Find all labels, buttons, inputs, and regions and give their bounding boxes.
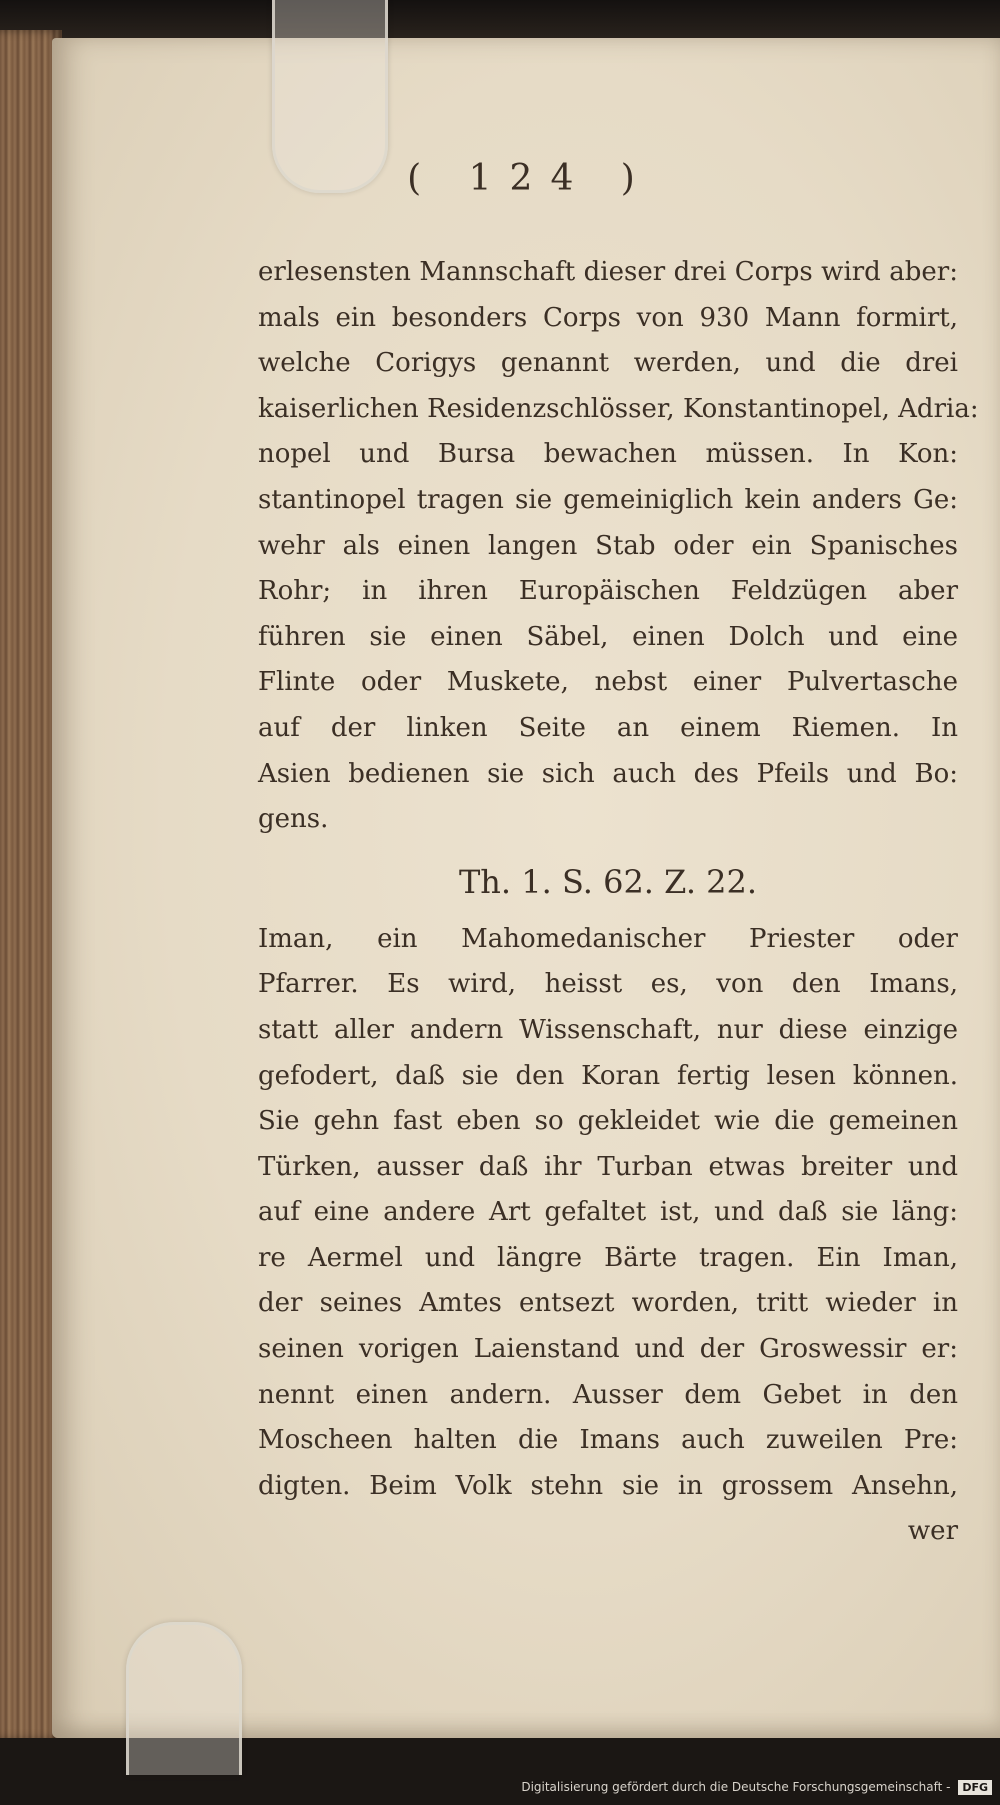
text-line: gefodert, daß sie den Koran fertig lesen können. <box>258 1060 958 1091</box>
text-line: digten. Beim Volk stehn sie in grossem Ansehn, <box>258 1470 958 1501</box>
text-line: statt aller andern Wissenschaft, nur diese einzige <box>258 1014 958 1045</box>
scan-top-border <box>0 0 1000 40</box>
text-line: führen sie einen Säbel, einen Dolch und eine <box>258 621 958 652</box>
text-line: auf der linken Seite an einem Riemen. In <box>258 712 958 743</box>
text-line: Iman, ein Mahomedanischer Priester oder <box>258 923 958 954</box>
body-text <box>258 250 979 1555</box>
catchword: wer <box>907 1516 958 1547</box>
text-line: Asien bedienen sie sich auch des Pfeils und Bo: <box>258 758 958 789</box>
text-line: Pfarrer. Es wird, heisst es, von den Imans, <box>258 969 958 1000</box>
digitization-credit <box>521 1780 992 1795</box>
page-number: ( 124 ) <box>407 158 653 199</box>
paragraph-1 <box>258 250 979 843</box>
text-line: seinen vorigen Laienstand und der Groswessir er: <box>258 1334 958 1365</box>
text-line: gens. <box>258 804 329 835</box>
text-line: erlesensten Mannschaft dieser drei Corps wird aber: <box>258 257 958 287</box>
text-line: Sie gehn fast eben so gekleidet wie die gemeinen <box>258 1106 958 1137</box>
text-line: wehr als einen langen Stab oder ein Spanisches <box>258 530 958 561</box>
text-line: nennt einen andern. Ausser dem Gebet in den <box>258 1379 958 1410</box>
page-clip-bottom <box>126 1622 242 1775</box>
credit-text: Digitalisierung gefördert durch die Deutsche Forschungsgemeinschaft - <box>521 1780 951 1794</box>
text-line: re Aermel und längre Bärte tragen. Ein Iman, <box>258 1242 958 1273</box>
text-line: mals ein besonders Corps von 930 Mann formirt, <box>258 302 958 333</box>
text-line: nopel und Bursa bewachen müssen. In Kon: <box>258 439 958 470</box>
section-heading: Th. 1. S. 62. Z. 22. <box>458 862 758 901</box>
text-line: der seines Amtes entsezt worden, tritt wieder in <box>258 1288 958 1319</box>
text-line: stantinopel tragen sie gemeiniglich kein anders Ge: <box>258 484 958 515</box>
paragraph-2 <box>258 917 958 1510</box>
text-line: auf eine andere Art gefaltet ist, und daß sie läng: <box>258 1197 958 1228</box>
dfg-logo: DFG <box>958 1780 992 1795</box>
text-line: kaiserlichen Residenzschlösser, Konstantinopel, Adria: <box>258 393 979 424</box>
text-line: Türken, ausser daß ihr Turban etwas breiter und <box>258 1151 958 1182</box>
text-line: Flinte oder Muskete, nebst einer Pulvertasche <box>258 667 958 698</box>
text-line: welche Corigys genannt werden, und die drei <box>258 348 958 379</box>
text-line: Moscheen halten die Imans auch zuweilen Pre: <box>258 1425 958 1456</box>
text-line: Rohr; in ihren Europäischen Feldzügen aber <box>258 576 958 607</box>
